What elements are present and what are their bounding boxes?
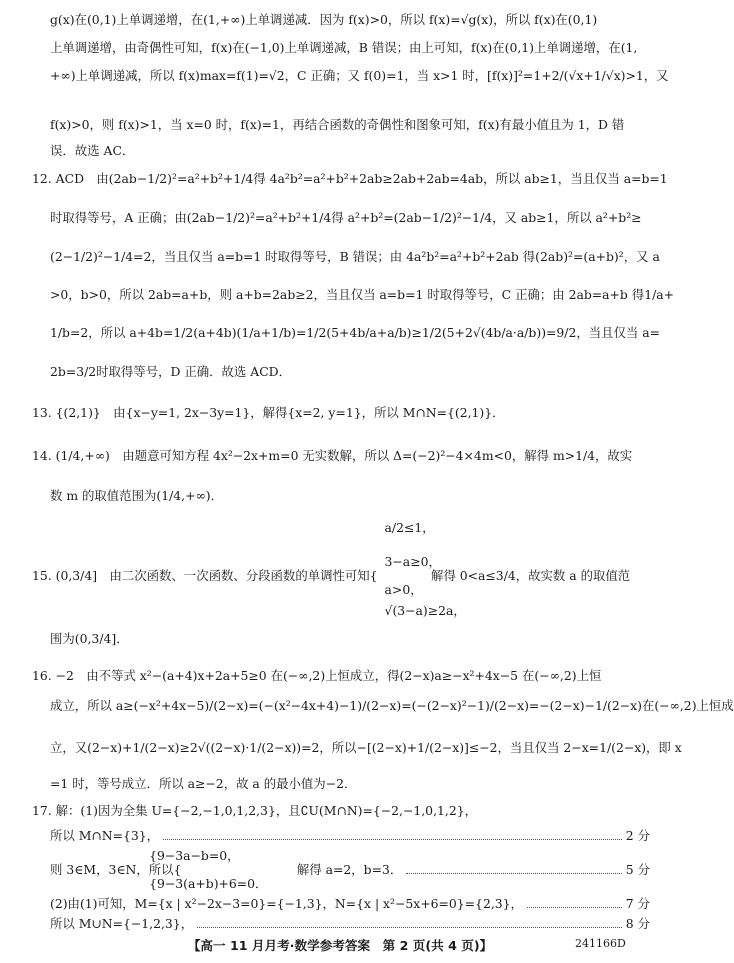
dotted-leader <box>163 830 622 840</box>
dotted-leader <box>406 864 622 874</box>
scored-line <box>50 876 650 892</box>
score-points: 8 分 <box>625 916 650 931</box>
score-points: 5 分 <box>625 862 650 877</box>
text-line: 上单调递增，由奇偶性可知，f(x)在(−1,0)上单调递减，B 错误；由上可知，f(x)在(0,1)上单调递增，在(1, <box>50 40 638 55</box>
scored-line-text: {9−3a−b=0， <box>50 848 240 863</box>
scored-line-text: {9−3(a+b)+6=0． <box>50 876 268 891</box>
scored-line-text: 所以 M∩N={3}， <box>50 828 160 843</box>
text-line: 立，又(2−x)+1/(2−x)≥2√((2−x)·1/(2−x))=2，所以−[(2−x)+1/(2−x)]≤−2，当且仅当 2−x=1/(2−x)，即 x <box>50 740 682 755</box>
text-line: 13. {(2,1)} 由{x−y=1, 2x−3y=1}，解得{x=2, y=1}，所以 M∩N={(2,1)}． <box>32 405 505 420</box>
text-line: 数 m 的取值范围为(1/4,+∞)． <box>50 488 224 503</box>
text-line: 14. (1/4,+∞) 由题意可知方程 4x²−2x+m=0 无实数解，所以 Δ=(−2)²−4×4m<0，解得 m>1/4，故实 <box>32 448 633 463</box>
text-line: 时取得等号，A 正确；由(2ab−1/2)²=a²+b²+1/4得 a²+b²=(2ab−1/2)²−1/4，又 ab≥1，所以 a²+b²≥ <box>50 210 642 225</box>
text-line: 3−a≥0， <box>50 554 441 569</box>
score-points: 2 分 <box>625 828 650 843</box>
text-line: >0，b>0，所以 2ab=a+b，则 a+b=2ab≥2，当且仅当 a=b=1 时取得等号，C 正确；由 2ab=a+b 得1/a+ <box>50 287 675 302</box>
text-line: f(x)>0，则 f(x)>1，当 x=0 时，f(x)=1，再结合函数的奇偶性和图象可知，f(x)有最小值且为 1，D 错 <box>50 117 625 132</box>
text-line: 1/b=2，所以 a+4b=1/2(a+4b)(1/a+1/b)=1/2(5+4b/a+a/b)≥1/2(5+2√(4b/a·a/b))=9/2，当且仅当 a= <box>50 325 661 340</box>
dotted-leader <box>197 918 622 928</box>
score-points: 7 分 <box>625 896 650 911</box>
text-line: 成立，所以 a≥(−x²+4x−5)/(2−x)=(−(x²−4x+4)−1)/(2−x)=(−(2−x)²−1)/(2−x)=−(2−x)−1/(2−x)在(−∞,2)上恒成 <box>50 698 734 713</box>
scored-line <box>50 896 650 912</box>
scored-line <box>50 916 650 932</box>
text-line: g(x)在(0,1)上单调递增，在(1,+∞)上单调递减．因为 f(x)>0，所以 f(x)=√g(x)，所以 f(x)在(0,1) <box>50 12 598 27</box>
document-code: 241166D <box>575 937 626 950</box>
text-line: a/2≤1， <box>50 520 435 535</box>
text-line: 2b=3/2时取得等号，D 正确．故选 ACD． <box>50 364 291 379</box>
scored-line-text: (2)由(1)可知，M={x | x²−2x−3=0}={−1,3}，N={x | x²−5x+6=0}={2,3}， <box>50 896 523 911</box>
scored-line-text: 所以 M∪N={−1,2,3}， <box>50 916 194 931</box>
text-line: √(3−a)≥2a， <box>50 603 466 618</box>
text-line: 17. 解：(1)因为全集 U={−2,−1,0,1,2,3}，且∁U(M∩N)={−2,−1,0,1,2}， <box>32 803 477 818</box>
text-line: 15. (0,3/4] 由二次函数、一次函数、分段函数的单调性可知{ 解得 0<a≤3/4，故实数 a 的取值范 <box>32 568 631 583</box>
scored-line <box>50 828 650 844</box>
text-line: (2−1/2)²−1/4=2，当且仅当 a=b=1 时取得等号，B 错误；由 4a²b²=a²+b²+2ab 得(2ab)²=(a+b)²，又 a <box>50 249 660 264</box>
text-line: 16. −2 由不等式 x²−(a+4)x+2a+5≥0 在(−∞,2)上恒成立，得(2−x)a≥−x²+4x−5 在(−∞,2)上恒 <box>32 668 602 683</box>
text-line: 12. ACD 由(2ab−1/2)²=a²+b²+1/4得 4a²b²=a²+b²+2ab≥2ab+2ab=4ab，所以 ab≥1，当且仅当 a=b=1 <box>32 171 668 186</box>
text-line: 围为(0,3/4]． <box>50 631 129 646</box>
text-line: =1 时，等号成立．所以 a≥−2，故 a 的最小值为−2． <box>50 776 357 791</box>
dotted-leader <box>527 898 622 908</box>
text-line: 误．故选 AC． <box>50 143 135 158</box>
text-line: a>0， <box>50 582 423 597</box>
scored-line-text: 则 3∈M，3∈N，所以{ 解得 a=2，b=3． <box>50 862 403 877</box>
text-line: +∞)上单调递减，所以 f(x)max=f(1)=√2，C 正确；又 f(0)=1，当 x>1 时，[f(x)]²=1+2/(√x+1/√x)>1，又 <box>50 68 669 83</box>
page-footer: 【高一 11 月月考·数学参考答案 第 2 页(共 4 页)】 <box>187 938 493 953</box>
